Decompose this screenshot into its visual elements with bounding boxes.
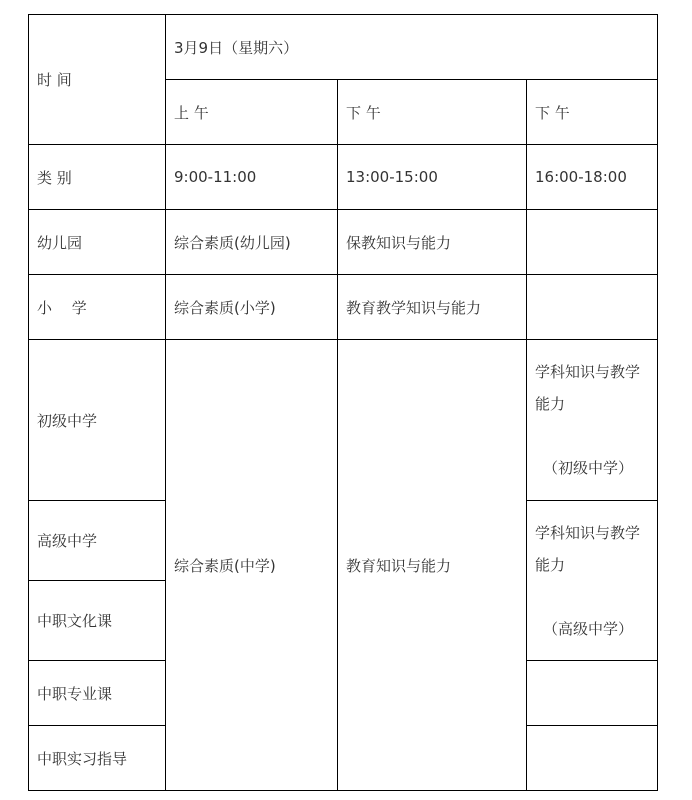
table-row-hours: [29, 145, 658, 210]
subject-cell: [166, 210, 338, 275]
row-label-senior-high: 高级中学: [37, 532, 98, 550]
senior-subject-line-1: 学科知识与教学: [535, 523, 641, 542]
subject-knowledge-cell-junior: [527, 340, 658, 501]
table-row-kindergarten: [29, 210, 658, 275]
hours-cell-2: [338, 145, 527, 210]
table-row-primary: [29, 275, 658, 340]
kindergarten-subject-2: 保教知识与能力: [346, 233, 452, 252]
junior-subject-line-2: 能力: [535, 395, 566, 413]
row-label-vocational-major: 中职专业课: [37, 684, 113, 703]
period-label-1: 上 午: [174, 103, 209, 122]
period-cell-3: [527, 80, 658, 145]
secondary-subject-cell-2: [338, 340, 527, 791]
table-row-date: [29, 15, 658, 80]
row-label-cell: [29, 581, 166, 661]
row-label-junior-high: 初级中学: [37, 411, 98, 430]
period-label-3: 下 午: [535, 103, 570, 122]
row-label-primary: 小 学: [37, 298, 87, 317]
primary-subject-1: 综合素质(小学): [174, 298, 276, 317]
hours-3: 16:00-18:00: [535, 168, 627, 186]
secondary-subject-2: 教育知识与能力: [346, 556, 452, 575]
secondary-subject-cell-1: [166, 340, 338, 791]
row-label-cell: [29, 726, 166, 791]
senior-spacer: [535, 581, 657, 613]
row-label-kindergarten: 幼儿园: [37, 233, 83, 252]
exam-date: 3月9日（星期六）: [174, 38, 299, 57]
empty-cell: [527, 275, 658, 340]
hours-1: 9:00-11:00: [174, 168, 257, 186]
kindergarten-subject-1: 综合素质(幼儿园): [174, 233, 291, 252]
row-label-cell: [29, 501, 166, 581]
time-label-cell: [29, 15, 166, 145]
junior-subject-line-1: 学科知识与教学: [535, 363, 641, 381]
category-label: 类 别: [37, 168, 72, 187]
row-label-cell: [29, 661, 166, 726]
subject-cell: [338, 210, 527, 275]
period-label-2: 下 午: [346, 103, 381, 122]
period-cell-1: [166, 80, 338, 145]
junior-spacer: [535, 420, 657, 452]
row-label-vocational-practice: 中职实习指导: [37, 749, 128, 768]
exam-schedule-table: [28, 14, 658, 791]
primary-subject-2: 教育教学知识与能力: [346, 298, 482, 317]
subject-cell: [338, 275, 527, 340]
subject-cell: [166, 275, 338, 340]
secondary-subject-1: 综合素质(中学): [174, 556, 276, 575]
junior-subject-note: （初级中学）: [543, 459, 634, 477]
category-label-cell: [29, 145, 166, 210]
senior-subject-line-2: 能力: [535, 555, 566, 574]
empty-cell: [527, 726, 658, 791]
period-cell-2: [338, 80, 527, 145]
date-cell: [166, 15, 658, 80]
hours-2: 13:00-15:00: [346, 168, 438, 186]
empty-cell: [527, 661, 658, 726]
senior-subject-note: （高级中学）: [543, 619, 634, 638]
row-label-cell: [29, 275, 166, 340]
empty-cell: [527, 210, 658, 275]
row-label-cell: [29, 210, 166, 275]
row-label-vocational-culture: 中职文化课: [37, 612, 113, 630]
table-row-junior-high: [29, 340, 658, 501]
hours-cell-3: [527, 145, 658, 210]
time-label: 时 间: [37, 71, 72, 89]
hours-cell-1: [166, 145, 338, 210]
subject-knowledge-cell-senior: [527, 501, 658, 661]
row-label-cell: [29, 340, 166, 501]
